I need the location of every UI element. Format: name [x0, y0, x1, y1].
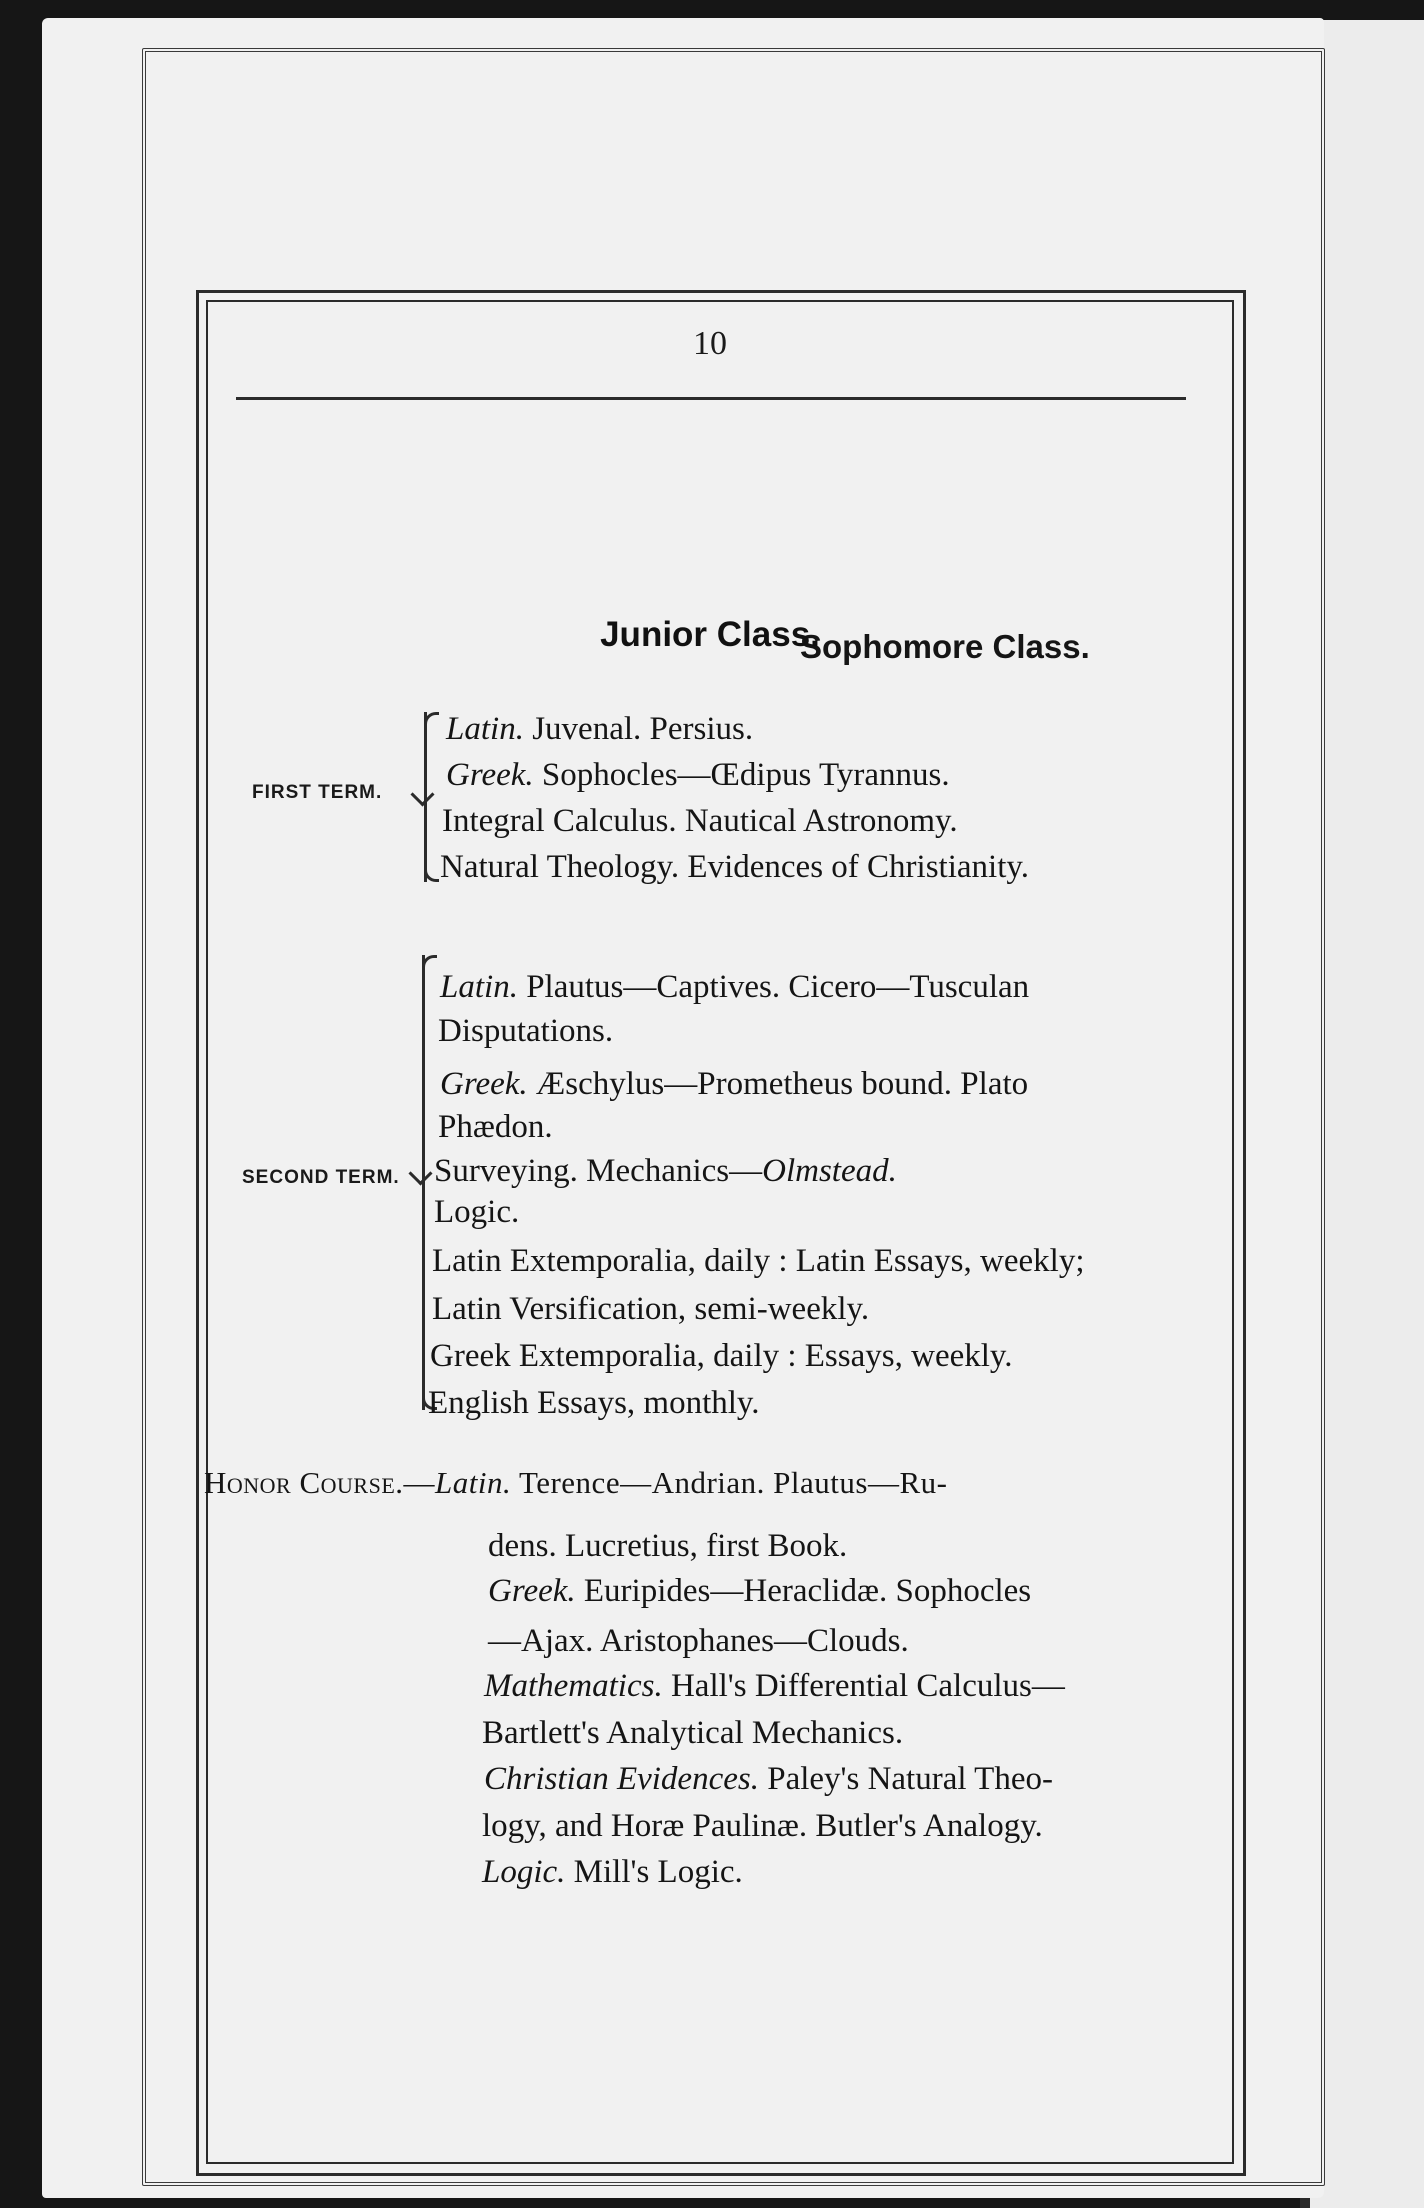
first-term-line-1: Latin. Juvenal. Persius. [446, 711, 754, 747]
honor-course-line-3: Greek. Euripides—Heraclidæ. Sophocles [488, 1573, 1032, 1609]
second-term-line-7: Latin Extemporalia, daily : Latin Essays, weekly; [432, 1243, 1085, 1279]
second-term-line-8: Latin Versification, semi-weekly. [432, 1291, 870, 1327]
second-term-line-6: Logic. [434, 1194, 520, 1230]
honor-course-line-8: logy, and Horæ Paulinæ. Butler's Analogy. [482, 1808, 1043, 1844]
first-term-line-2: Greek. Sophocles—Œdipus Tyrannus. [446, 757, 950, 793]
second-term-line-3: Greek. Æschylus—Prometheus bound. Plato [440, 1066, 1029, 1102]
second-term-line-10: English Essays, monthly. [428, 1385, 760, 1421]
class-title: Junior Class. [600, 615, 820, 654]
second-term-line-5: Surveying. Mechanics—Olmstead. [434, 1153, 897, 1189]
honor-course-line-4: —Ajax. Aristophanes—Clouds. [488, 1623, 909, 1659]
honor-course-line-2: dens. Lucretius, first Book. [488, 1528, 848, 1564]
second-term-label: SECOND TERM. [242, 1167, 400, 1188]
second-term-line-1: Latin. Plautus—Captives. Cicero—Tusculan [440, 969, 1030, 1005]
second-term-line-4: Phædon. [438, 1109, 553, 1145]
honor-course-line-1: Honor Course.—Latin. Terence—Andrian. Plautus—Ru- [204, 1465, 948, 1500]
honor-course-line-7: Christian Evidences. Paley's Natural Theo- [484, 1761, 1053, 1797]
show-through-heading: Sophomore Class. [800, 628, 1090, 665]
honor-course-line-6: Bartlett's Analytical Mechanics. [482, 1715, 904, 1751]
first-term-line-3: Integral Calculus. Nautical Astronomy. [442, 803, 958, 839]
header-rule [236, 397, 1186, 400]
page-number: 10 [693, 325, 727, 362]
honor-course-label: Honor Course.— [204, 1465, 436, 1500]
first-term-line-4: Natural Theology. Evidences of Christianity. [440, 849, 1029, 885]
first-term-label: FIRST TERM. [252, 782, 383, 803]
honor-course-line-5: Mathematics. Hall's Differential Calculus— [484, 1668, 1065, 1704]
second-term-line-9: Greek Extemporalia, daily : Essays, weekly. [430, 1338, 1013, 1374]
honor-course-line-9: Logic. Mill's Logic. [482, 1854, 743, 1890]
second-term-line-2: Disputations. [438, 1013, 614, 1049]
